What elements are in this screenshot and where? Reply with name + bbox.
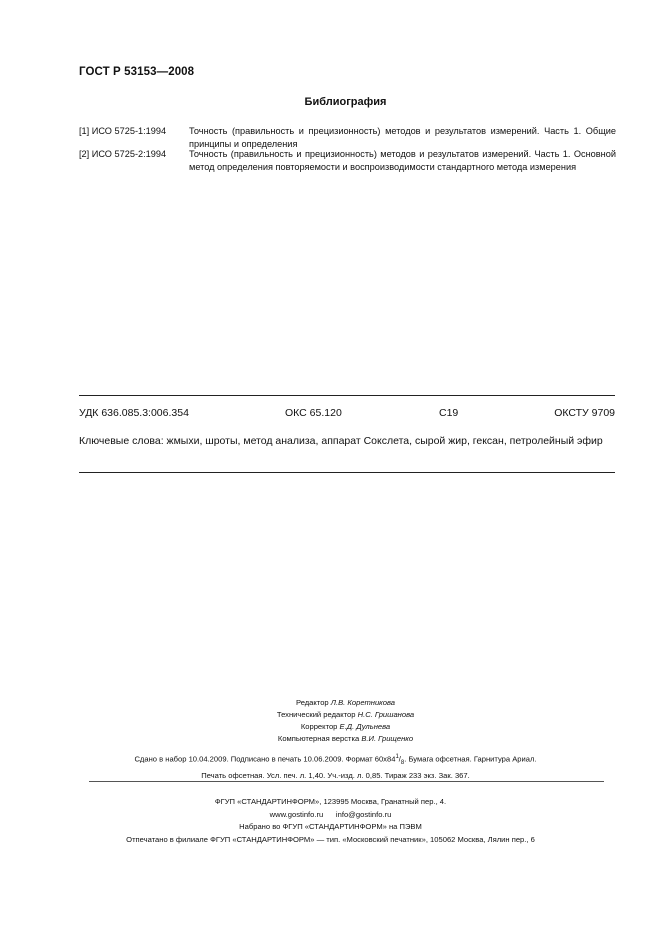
group-code: С19 [439,407,459,419]
bibliography-item-number: [2] ИСО 5725-2:1994 [79,149,167,159]
print-info-line [10,751,661,770]
publisher-contacts [0,809,661,822]
publisher-email: info@gostinfo.ru [335,809,392,819]
credits [0,697,661,745]
print-info-text: Сдано в набор 10.04.2009. Подписано в печать 10.06.2009. Формат 60x84 [134,754,396,764]
format-subscript: 8 [400,760,405,767]
keywords: Ключевые слова: жмыхи, шроты, метод анализа, аппарат Сокслета, сырой жир, гексан, петролейный эфир [79,435,603,447]
publisher-info [0,796,661,846]
format-superscript: 1 [395,754,399,760]
credit-name: Е.Д. Дульнева [339,722,391,731]
divider [79,395,615,396]
credit-line [30,709,661,721]
credit-role: Технический редактор [276,710,356,719]
printing-note: Отпечатано в филиале ФГУП «СТАНДАРТИНФОРМ» — тип. «Московский печатник», 105062 Москва, Лялин пер., 6 [126,834,535,844]
print-info-line: Печать офсетная. Усл. печ. л. 1,40. Уч.-изд. л. 0,85. Тираж 233 экз. Зак. 367. [201,770,470,780]
bibliography-item-text: Точность (правильность и прецизионность) методов и результатов измерений. Часть 1. Основной метод определения повторяемости и воспроизводимости стандартного метода измерения [189,149,616,172]
bibliography-item-text: Точность (правильность и прецизионность) методов и результатов измерений. Часть 1. Общие принципы и определения [189,126,616,149]
print-info [0,751,661,782]
oks-code: ОКС 65.120 [285,407,342,419]
format-slash: / [398,754,401,764]
credit-role: Компьютерная верстка [277,734,360,743]
bibliography-item [79,148,616,174]
udk-code: УДК 636.085.3:006.354 [79,407,189,419]
publisher-address: ФГУП «СТАНДАРТИНФОРМ», 123995 Москва, Гранатный пер., 4. [214,797,447,806]
bibliography-title: Библиография [304,96,387,108]
credit-role: Корректор [300,722,338,731]
credit-line [30,697,661,709]
document-code: ГОСТ Р 53153—2008 [79,66,195,78]
credit-name: Л.В. Коретникова [330,698,396,707]
print-info-text: . Бумага офсетная. Гарнитура Ариал. [404,754,537,764]
credit-line [30,721,661,733]
divider [89,781,604,782]
okstu-code: ОКСТУ 9709 [554,407,615,419]
publisher-website: www.gostinfo.ru [269,809,324,819]
credit-name: Н.С. Гришанова [357,710,415,719]
typesetting-note: Набрано во ФГУП «СТАНДАРТИНФОРМ» на ПЭВМ [239,822,422,831]
credit-name: В.И. Грищенко [361,734,414,743]
credit-line [30,733,661,745]
credit-role: Редактор [295,698,329,707]
divider [79,472,615,473]
bibliography-item-number: [1] ИСО 5725-1:1994 [79,126,167,136]
